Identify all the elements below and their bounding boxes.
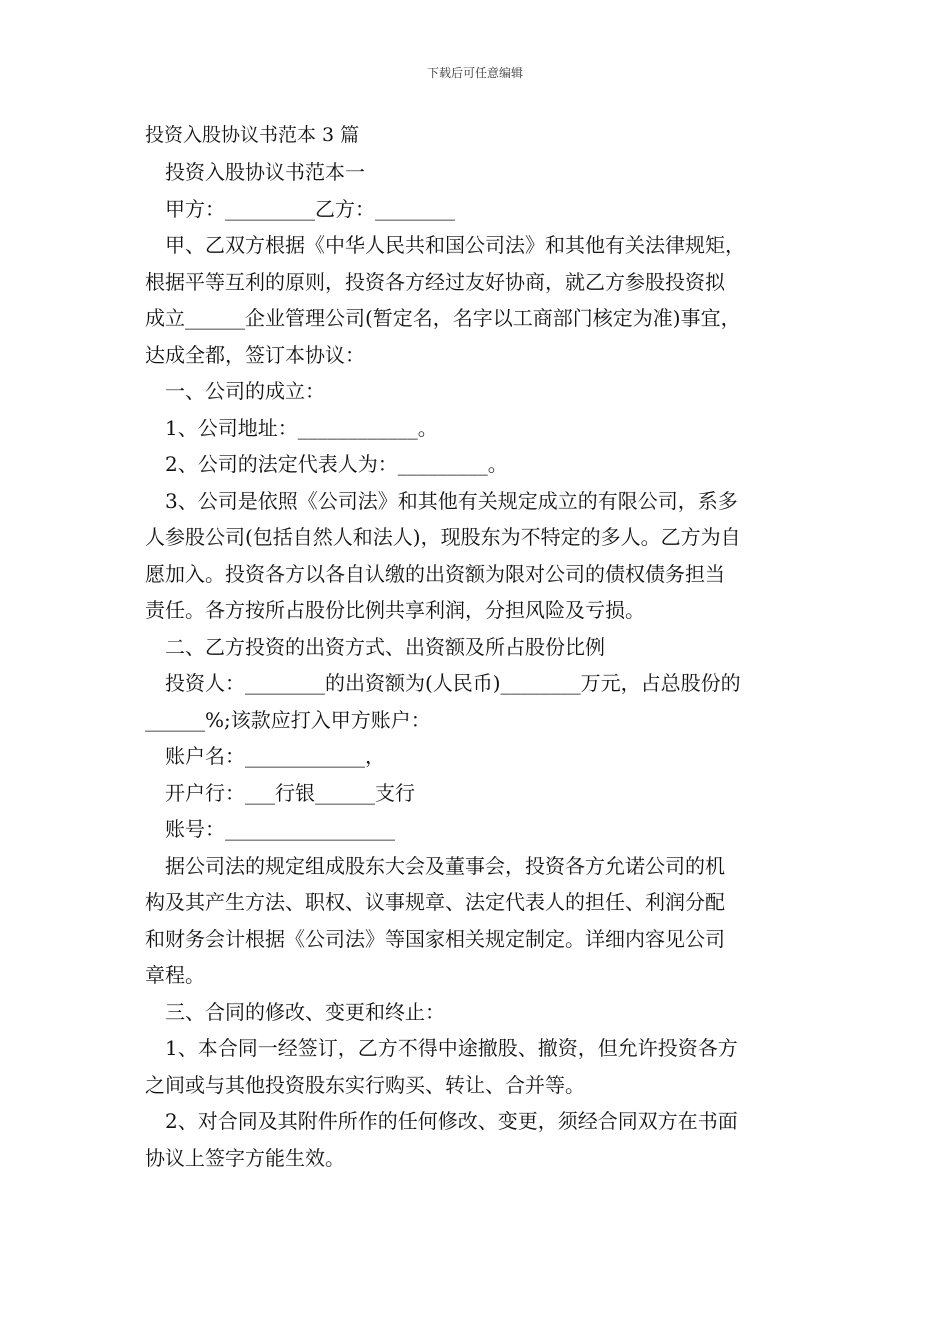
document-line: 章程。 bbox=[145, 963, 205, 987]
document-lines bbox=[145, 154, 815, 1176]
document-line: 之间或与其他投资股东实行购买、转让、合并等。 bbox=[145, 1072, 585, 1097]
document-line: 成立______企业管理公司(暂定名，名字以工商部门核定为准)事宜， bbox=[145, 306, 741, 330]
document-line: 和财务会计根据《公司法》等国家相关规定制定。详细内容见公司 bbox=[145, 926, 725, 951]
document-line: 达成全都，签订本协议： bbox=[145, 342, 365, 367]
document-line: ______%;该款应打入甲方账户： bbox=[145, 707, 431, 732]
document-line: 人参股公司(包括自然人和法人)，现股东为不特定的多人。乙方为自 bbox=[145, 525, 741, 549]
document-line: 甲、乙双方根据《中华人民共和国公司法》和其他有关法律规矩， bbox=[165, 233, 745, 257]
document-line: 根据平等互利的原则，投资各方经过友好协商，就乙方参股投资拟 bbox=[145, 269, 725, 294]
document-line: 三、合同的修改、变更和终止： bbox=[165, 999, 445, 1024]
document-line: 3、公司是依照《公司法》和其他有关规定成立的有限公司，系多 bbox=[165, 488, 738, 513]
document-line: 开户行：___行银______支行 bbox=[165, 780, 415, 805]
document-line: 协议上签字方能生效。 bbox=[145, 1145, 345, 1170]
page-header-note: 下载后可任意编辑 bbox=[426, 66, 523, 80]
document-line: 据公司法的规定组成股东大会及董事会，投资各方允诺公司的机 bbox=[165, 853, 725, 878]
document-line: 投资人：________的出资额为(人民币)________万元，占总股份的 bbox=[165, 671, 741, 695]
document-line: 1、公司地址：____________。 bbox=[165, 415, 438, 440]
document-line: 愿加入。投资各方以各自认缴的出资额为限对公司的债权债务担当 bbox=[145, 561, 725, 586]
document-line: 2、公司的法定代表人为：_________。 bbox=[165, 452, 508, 476]
document-line: 2、对合同及其附件所作的任何修改、变更，须经合同双方在书面 bbox=[165, 1109, 738, 1133]
document-line: 甲方：_________乙方：________ bbox=[165, 196, 455, 221]
document-body bbox=[145, 118, 815, 1176]
document-line: 投资入股协议书范本一 bbox=[165, 160, 365, 184]
document-line: 1、本合同一经签订，乙方不得中途撤股、撤资，但允许投资各方 bbox=[165, 1036, 738, 1060]
document-line: 账户名：____________， bbox=[165, 744, 385, 768]
document-line: 账号：_________________ bbox=[165, 817, 395, 841]
document-line: 责任。各方按所占股份比例共享利润，分担风险及亏损。 bbox=[145, 598, 645, 622]
document-title: 投资入股协议书范本 3 篇 bbox=[145, 124, 360, 146]
document-line: 构及其产生方法、职权、议事规章、法定代表人的担任、利润分配 bbox=[145, 890, 725, 914]
document-line: 一、公司的成立： bbox=[165, 379, 325, 403]
document-line: 二、乙方投资的出资方式、出资额及所占股份比例 bbox=[165, 634, 605, 659]
